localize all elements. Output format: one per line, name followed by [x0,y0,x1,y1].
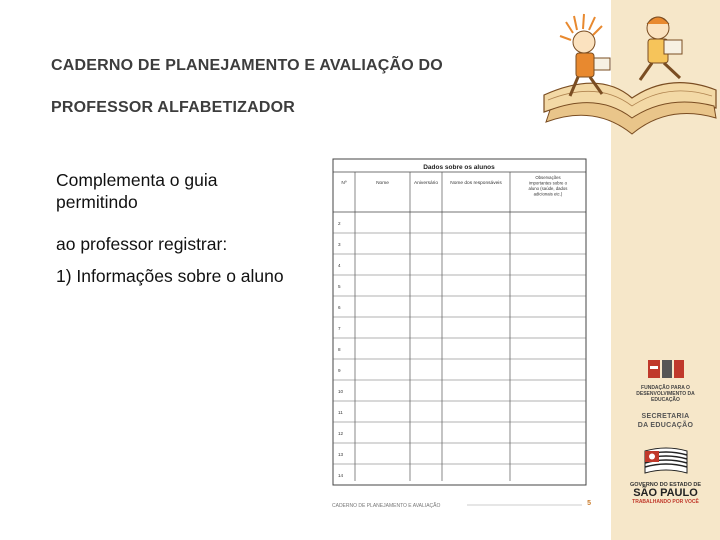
secretaria-label [611,412,720,430]
fde-logo [611,358,720,403]
fde-emblem-icon [646,358,686,380]
fde-line3: EDUCAÇÃO [651,397,680,403]
form-column-header: Observações importantes sobre o aluno (saúde, dados adicionais etc.) [528,175,568,197]
form-row-number: 7 [338,326,341,331]
form-row-number: 9 [338,368,341,373]
form-row-number: 12 [338,431,344,436]
secretaria-line2: DA EDUCAÇÃO [637,422,694,429]
body-text-line2: ao professor registrar: [56,234,228,254]
form-row-number: 6 [338,305,341,310]
sao-paulo-government-logo [611,447,720,506]
slide-title-line2: PROFESSOR ALFABETIZADOR [51,99,296,116]
body-text-line1: Complementa o guia permitindo [56,170,218,212]
form-column-header: Nome dos responsáveis [450,181,502,186]
form-row-number: 11 [338,410,343,415]
form-row-number: 5 [338,284,341,289]
form-header: Dados sobre os alunos [423,164,495,171]
form-page-number: 5 [587,500,591,507]
secretaria-line1: SECRETARIA [641,413,690,420]
form-column-header: Nome [376,181,389,186]
form-row-number: 4 [338,263,341,268]
form-column-header: Aniversário [414,181,438,186]
form-row-number: 2 [338,221,341,226]
student-data-form-image [320,155,596,509]
form-footer: CADERNO DE PLANEJAMENTO E AVALIAÇÃO [332,503,441,509]
form-row-number: 8 [338,347,341,352]
tagline: TRABALHANDO POR VOCÊ [632,499,699,505]
slide-title-line1: CADERNO DE PLANEJAMENTO E AVALIAÇÃO DO [51,57,443,74]
sp-flag-emblem-icon [639,447,693,477]
form-row-number: 10 [338,389,344,394]
body-text-line3: 1) Informações sobre o aluno [56,266,284,286]
sp-line: SÃO PAULO [633,487,698,499]
form-row-number: 3 [338,242,341,247]
gov-line: GOVERNO DO ESTADO DE [629,482,702,488]
fde-line1: FUNDAÇÃO PARA O [641,385,690,391]
children-reading-illustration [540,0,720,145]
form-row-number: 13 [338,452,344,457]
form-row-number: 14 [338,473,344,478]
form-column-header: Nº [341,181,347,186]
fde-line2: DESENVOLVIMENTO DA [636,391,695,397]
